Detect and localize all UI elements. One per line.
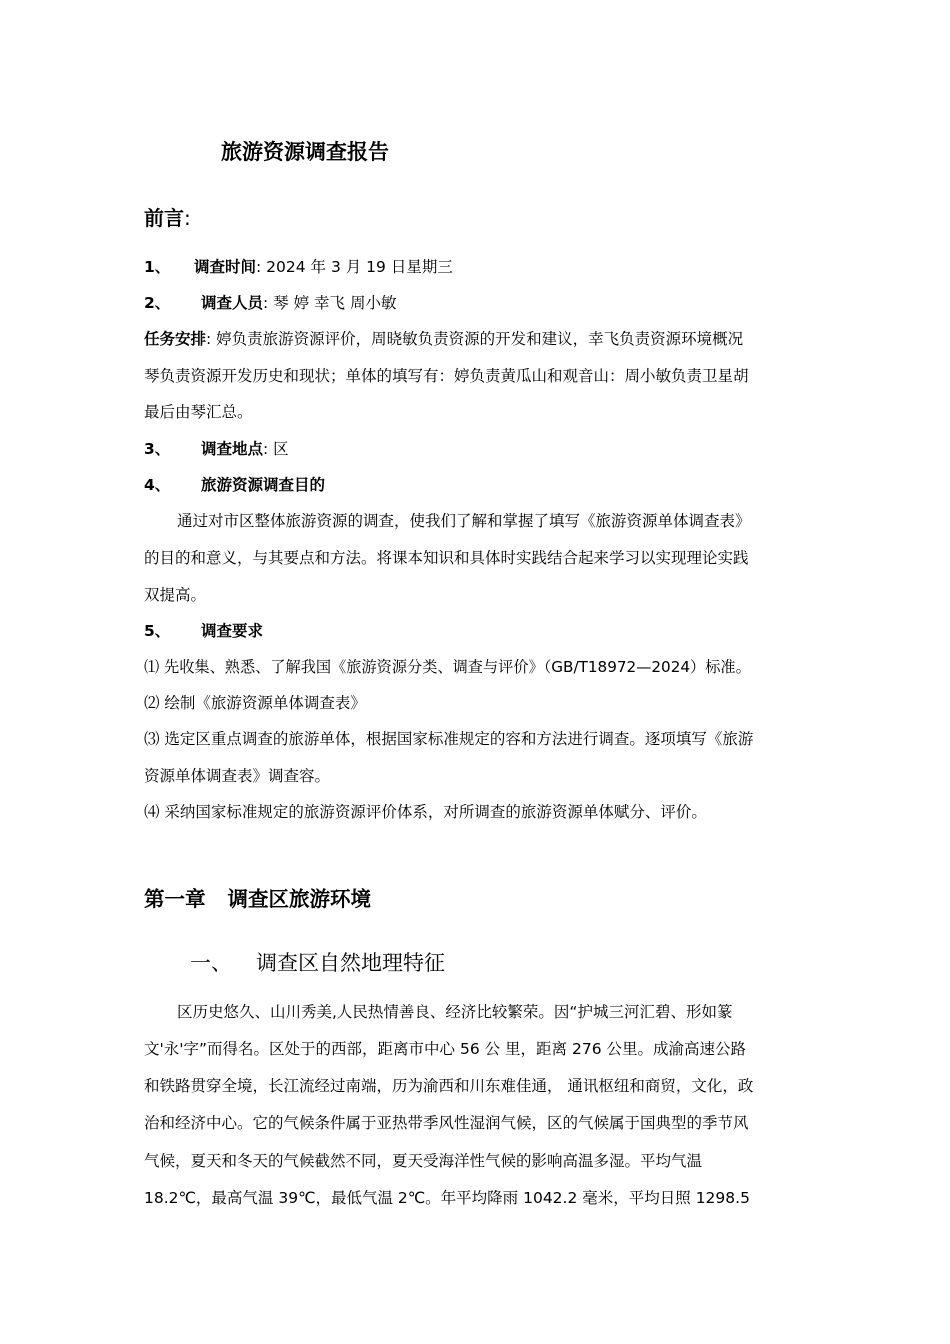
item-label: 旅游资源调查目的 (201, 476, 326, 494)
chapter-title: 调查区旅游环境 (227, 887, 371, 911)
task-text: : 婷负责旅游资源评价，周晓敏负责资源的开发和建议，幸飞负责资源环境概况 (206, 330, 744, 348)
item-number: 3、 (144, 440, 171, 458)
requirement-3-line-2: 资源单体调查表》调查容。 (144, 767, 331, 785)
section-title: 调查区自然地理特征 (256, 951, 445, 975)
body-line-6: 18.2℃，最高气温 39℃，最低气温 2℃。年平均降雨 1042.2 毫米，平均日照 1298.5 (144, 1189, 750, 1207)
purpose-line-1: 通过对市区整体旅游资源的调查，使我们了解和掌握了填写《旅游资源单体调查表》 (177, 512, 751, 530)
item-label: 调查人员 (201, 294, 264, 312)
preface-heading (144, 202, 191, 231)
requirement-4: ⑷ 采纳国家标准规定的旅游资源评价体系，对所调查的旅游资源单体赋分、评价。 (144, 803, 707, 821)
report-title: 旅游资源调查报告 (221, 140, 389, 164)
item-number: 2、 (144, 294, 171, 312)
item-value: : 2024 年 3 月 19 日星期三 (256, 258, 453, 276)
item-number: 1、 (144, 258, 171, 276)
item-survey-purpose (144, 475, 325, 495)
item-survey-requirements (144, 621, 263, 641)
body-line-1: 区历史悠久、山川秀美,人民热情善良、经济比较繁荣。因“护城三河汇碧、形如篆 (177, 1003, 733, 1021)
item-label: 调查地点 (201, 440, 264, 458)
item-label: 调查要求 (201, 622, 264, 640)
item-survey-time (144, 257, 453, 277)
section-heading (190, 947, 445, 977)
chapter-heading (144, 882, 371, 912)
requirement-3-line-1: ⑶ 选定区重点调查的旅游单体，根据国家标准规定的容和方法进行调查。逐项填写《旅游 (144, 730, 754, 748)
body-line-3: 和铁路贯穿全境，长江流经过南端，历为渝西和川东难佳通， 通讯枢纽和商贸，文化，政 (144, 1077, 754, 1095)
item-number: 5、 (144, 622, 171, 640)
task-line-3: 最后由琴汇总。 (144, 403, 253, 421)
section-number: 一、 (190, 951, 232, 975)
preface-colon: : (184, 206, 191, 230)
purpose-line-3: 双提高。 (144, 586, 207, 604)
item-value: : 区 (263, 440, 289, 458)
preface-label: 前言 (144, 206, 184, 230)
body-line-2: 文'永'字”而得名。区处于的西部，距离市中心 56 公 里，距离 276 公里。成渝高速公路 (144, 1040, 746, 1058)
item-number: 4、 (144, 476, 171, 494)
item-value: : 琴 婷 幸飞 周小敏 (263, 294, 397, 312)
task-label: 任务安排 (144, 330, 207, 348)
item-label: 调查时间 (194, 258, 257, 276)
purpose-line-2: 的目的和意义，与其要点和方法。将课本知识和具体时实践结合起来学习以实现理论实践 (144, 549, 749, 567)
body-line-4: 治和经济中心。它的气候条件属于亚热带季风性湿润气候，区的气候属于国典型的季节风 (144, 1114, 749, 1132)
requirement-2: ⑵ 绘制《旅游资源单体调查表》 (144, 694, 366, 712)
task-line-1 (144, 329, 743, 349)
body-line-5: 气候，夏天和冬天的气候截然不同，夏天受海洋性气候的影响高温多湿。平均气温 (144, 1152, 703, 1170)
item-survey-people (144, 293, 396, 313)
task-line-2: 琴负责资源开发历史和现状；单体的填写有：婷负责黄瓜山和观音山：周小敏负责卫星胡 (144, 367, 749, 385)
chapter-number: 第一章 (144, 887, 206, 911)
item-survey-place (144, 439, 289, 459)
requirement-1: ⑴ 先收集、熟悉、了解我国《旅游资源分类、调查与评价》（GB/T18972—2024）标准。 (144, 658, 751, 676)
